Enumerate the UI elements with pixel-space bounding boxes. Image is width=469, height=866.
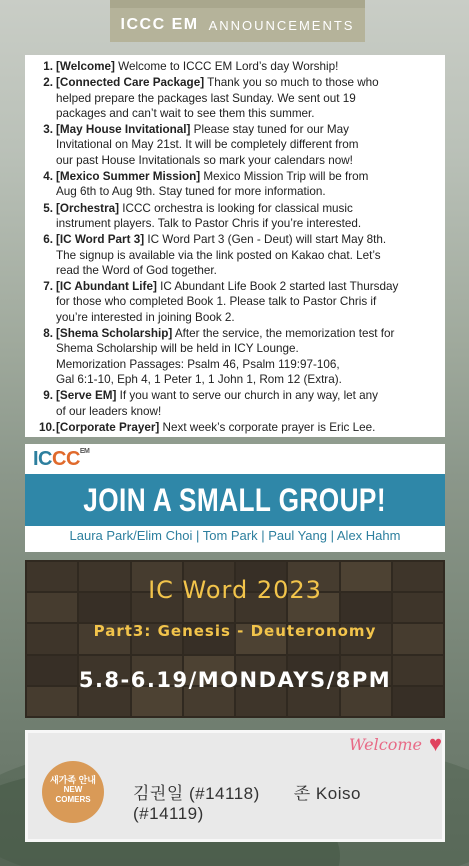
announcement-line: [56, 75, 437, 90]
announcement-line: [56, 122, 437, 137]
announcement-number: 4.: [43, 170, 53, 184]
newcomer-names: [133, 779, 442, 824]
announcement-body: [56, 232, 437, 278]
announcement-line: The signup is available via the link posted on Kakao chat. Let’s: [56, 248, 381, 262]
announcement-line: [56, 232, 437, 247]
ic-word-schedule: 5.8-6.19/MONDAYS/8PM: [78, 668, 392, 692]
announcement-tag: [Orchestra]: [56, 201, 120, 215]
announcement-line: our past House Invitationals so mark your calendars now!: [56, 153, 353, 167]
announcement-line: Aug 6th to Aug 9th. Stay tuned for more information.: [56, 185, 326, 199]
announcement-body: [56, 201, 437, 232]
announcement-text: Thank you so much to those who: [204, 76, 379, 90]
announcement-item: [39, 169, 437, 200]
announcement-tag: [Shema Scholarship]: [56, 327, 173, 341]
announcement-text: Please stay tuned for our May: [190, 123, 349, 137]
announcement-tag: [IC Word Part 3]: [56, 233, 145, 247]
newcomers-card: [25, 730, 445, 842]
announcement-number: 1.: [43, 60, 53, 73]
announcement-number: 2.: [43, 76, 53, 90]
announcement-number: 9.: [43, 389, 53, 403]
announcement-item: [39, 75, 437, 121]
announcement-line: [56, 59, 437, 74]
announcement-item: [39, 420, 437, 435]
announcement-line: you’re interested in joining Book 2.: [56, 310, 235, 324]
announcement-item: [39, 326, 437, 387]
small-group-banner: JOIN A SMALL GROUP!: [25, 474, 445, 526]
announcement-text: Next week’s corporate prayer is Eric Lee.: [159, 420, 376, 434]
announcement-line: for those who completed Book 1. Please talk to Pastor Chris if: [56, 295, 377, 309]
announcement-line: packages and can’t wait to see them this summer.: [56, 106, 315, 120]
announcement-line: of our leaders know!: [56, 404, 162, 418]
announcement-line: Gal 6:1-10, Eph 4, 1 Peter 1, 1 John 1, Rom 12 (Extra).: [56, 372, 342, 386]
announcement-line: [56, 279, 437, 294]
announcement-body: [56, 59, 437, 74]
announcement-line: [56, 169, 437, 184]
announcement-line: [56, 388, 437, 403]
iccc-logo: $ICCC^{EM}$: [33, 448, 90, 470]
announcement-body: [56, 388, 437, 419]
announcement-number: 5.: [43, 201, 53, 215]
announcement-tag: [Connected Care Package]: [56, 76, 205, 90]
announcement-body: [56, 279, 437, 325]
announcement-item: [39, 59, 437, 74]
announcement-line: helped prepare the packages last Sunday. We sent out 19: [56, 91, 356, 105]
small-group-card: [25, 444, 445, 552]
announcement-line: instrument players. Talk to Pastor Chris if you’re interested.: [56, 216, 362, 230]
announcement-line: Invitational on May 21st. It will be completely different from: [56, 138, 359, 152]
announcement-line: [56, 420, 437, 435]
announcement-line: Shema Scholarship will be held in ICY Lounge.: [56, 342, 299, 356]
announcement-tag: [Mexico Summer Mission]: [56, 170, 201, 184]
announcement-body: [56, 326, 437, 387]
announcement-item: [39, 232, 437, 278]
announcement-item: [39, 388, 437, 419]
announcement-text: IC Word Part 3 (Gen - Deut) will start May 8th.: [144, 233, 387, 247]
heart-icon: ♥: [428, 731, 442, 756]
announcement-body: [56, 169, 437, 200]
announcement-tag: [May House Invitational]: [56, 123, 191, 137]
announcements-panel: [25, 55, 445, 437]
announcement-body: [56, 420, 437, 435]
announcement-tag: [Welcome]: [56, 60, 115, 73]
announcement-text: If you want to serve our church in any way, let any: [116, 389, 379, 403]
header-tab: [110, 8, 365, 42]
welcome-script: Welcome: [349, 735, 422, 754]
announcement-tag: [Serve EM]: [56, 389, 117, 403]
announcement-text: IC Abundant Life Book 2 started last Thursday: [156, 280, 399, 294]
announcement-text: Mexico Mission Trip will be from: [200, 170, 369, 184]
announcement-text: ICCC orchestra is looking for classical music: [119, 201, 353, 215]
header-title: ANNOUNCEMENTS: [208, 17, 355, 33]
announcement-tag: [IC Abundant Life]: [56, 280, 157, 294]
announcement-item: [39, 122, 437, 168]
announcement-number: 10.: [39, 420, 56, 434]
announcement-text: After the service, the memorization test for: [172, 327, 395, 341]
header-strip: [110, 0, 365, 8]
announcement-line: Memorization Passages: Psalm 46, Psalm 119:97-106,: [56, 357, 340, 371]
announcement-body: [56, 75, 437, 121]
announcement-item: [39, 279, 437, 325]
ic-word-title: IC Word 2023: [148, 576, 322, 604]
header-brand: ICCC EM: [120, 16, 199, 33]
small-group-leaders: Laura Park/Elim Choi | Tom Park | Paul Yang | Alex Hahm: [69, 528, 401, 543]
announcement-line: [56, 201, 437, 216]
announcement-text: Welcome to ICCC EM Lord’s day Worship!: [114, 60, 339, 73]
newcomer-name: 존 Koiso (#14119): [133, 784, 361, 823]
newcomers-badge: 새가족 안내 NEW COMERS: [42, 761, 104, 823]
announcement-body: [56, 122, 437, 168]
announcement-number: 3.: [43, 123, 53, 137]
announcement-tag: [Corporate Prayer]: [56, 420, 160, 434]
announcement-number: 8.: [43, 327, 53, 341]
announcement-item: [39, 201, 437, 232]
announcements-list: [39, 59, 437, 435]
ic-word-card: [25, 560, 445, 718]
ic-word-subtitle: Part3: Genesis - Deuteronomy: [93, 622, 377, 640]
newcomer-name: 김권일 (#14118): [133, 784, 260, 803]
announcement-line: read the Word of God together.: [56, 263, 217, 277]
announcement-number: 7.: [43, 280, 53, 294]
announcement-number: 6.: [43, 233, 53, 247]
announcement-line: [56, 326, 437, 341]
